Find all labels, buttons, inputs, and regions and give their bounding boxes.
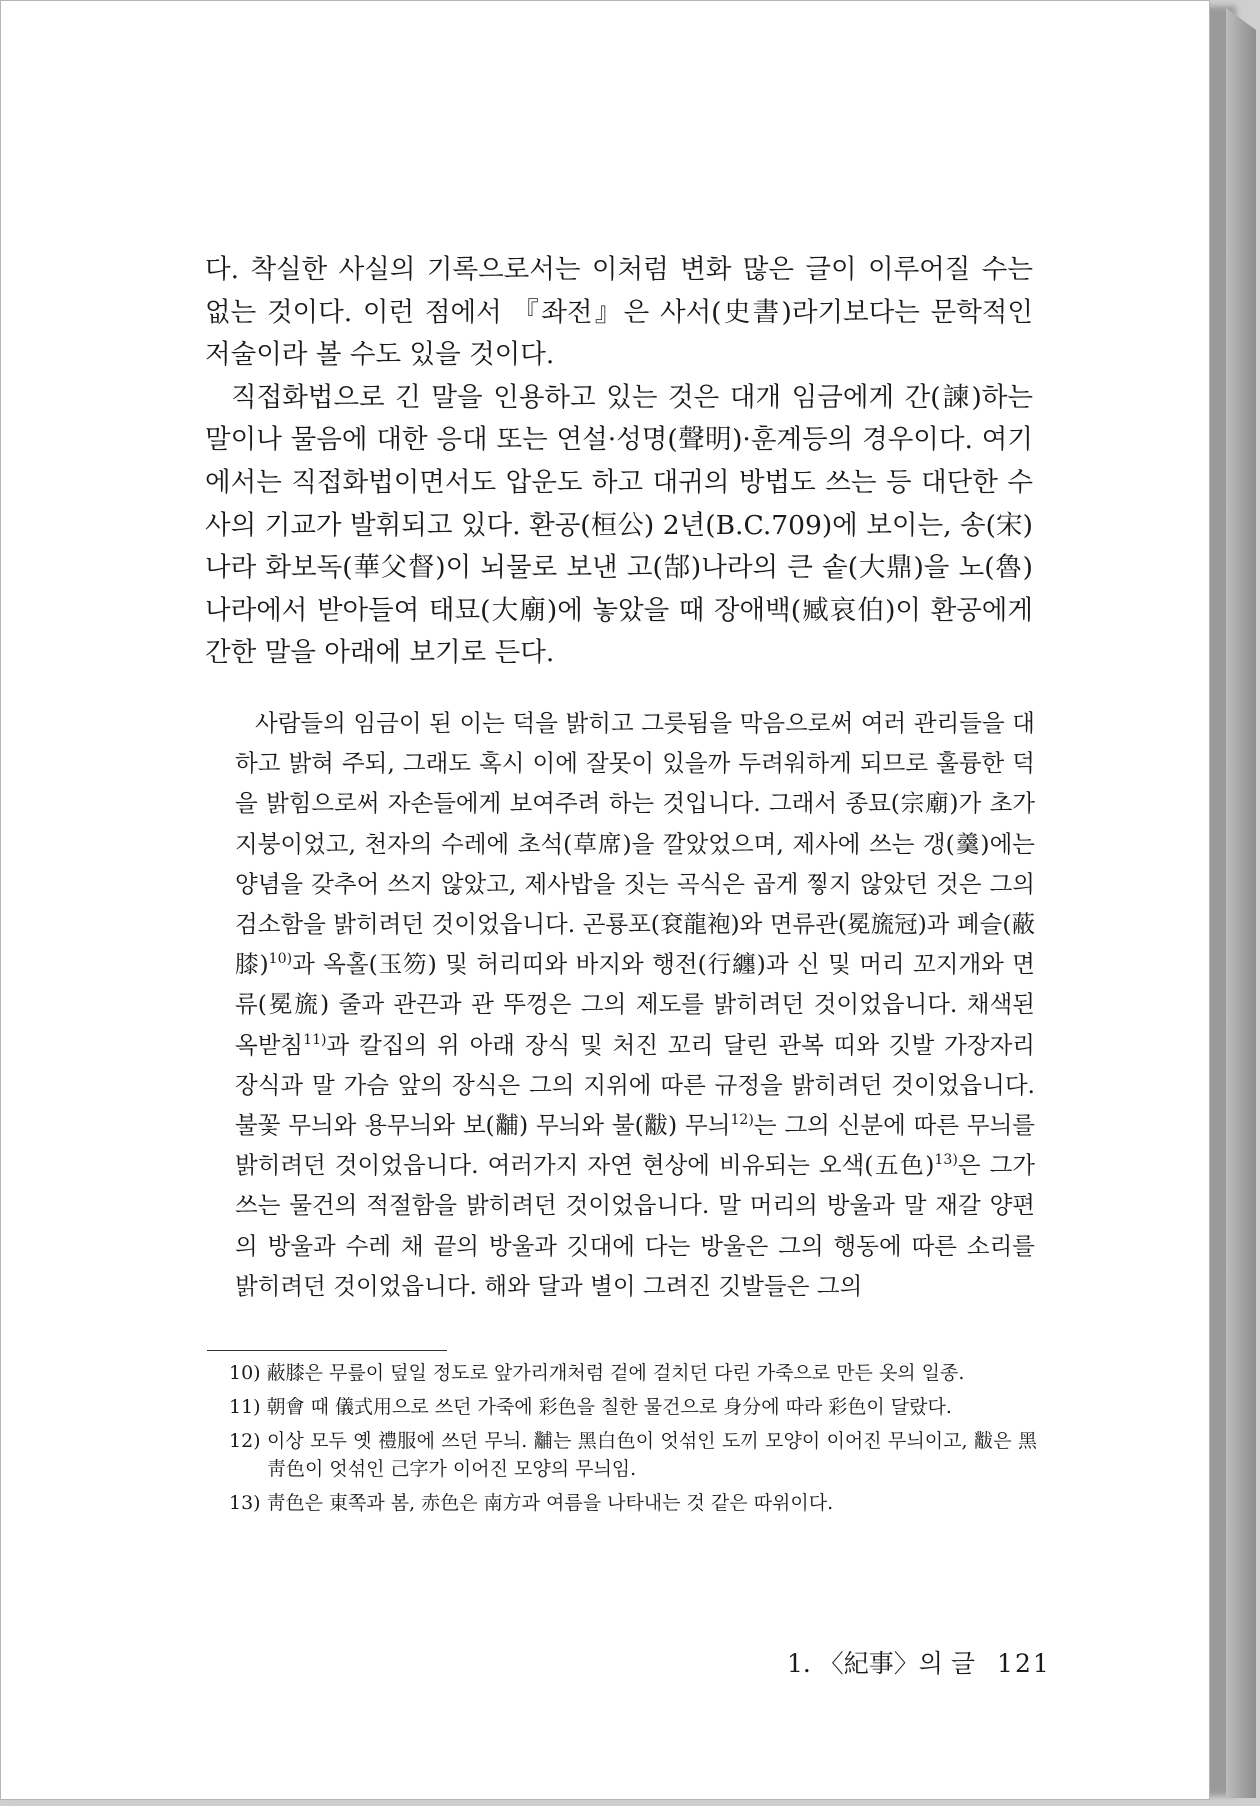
quote-text: 는 그의 신분에 따른 무늬를 밝히려던 것이었읍니다. 여러가지 자연 현상에 비유되는 오색(五色) — [235, 1111, 1035, 1180]
page-edge — [1226, 8, 1256, 1798]
footnotes — [229, 1359, 1037, 1523]
body-text — [205, 249, 1033, 675]
quote-paragraph — [235, 703, 1035, 1306]
quote-text: 과 옥홀(玉笏) 및 허리띠와 바지와 행전(行纏)과 신 및 머리 꼬지개와 면류(冕旒) 줄과 관끈과 관 뚜껑은 그의 제도를 밝히려던 것이었읍니다. 채색된 옥받침 — [235, 950, 1035, 1059]
footnote-divider — [207, 1350, 447, 1351]
footnote: 11) 朝會 때 儀式用으로 쓰던 가죽에 彩色을 칠한 물건으로 身分에 따라 彩色이 달랐다. — [229, 1396, 952, 1418]
quote-text: 은 그가 쓰는 물건의 적절함을 밝히려던 것이었읍니다. 말 머리의 방울과 말 재갈 양편의 방울과 수레 채 끝의 방울과 깃대에 다는 방울은 그의 행동에 따른 소리를 밝히려던 것이었읍니다. 해와 달과 별이 그려진 깃발들은 그의 — [235, 1151, 1035, 1300]
footnote-ref: 13) — [934, 1152, 958, 1169]
footnote-ref: 10) — [268, 951, 293, 968]
quote-text: 과 칼집의 위 아래 장식 및 처진 꼬리 달린 관복 띠와 깃발 가장자리 장식과 말 가슴 앞의 장식은 그의 지위에 따른 규정을 밝히려던 것이었읍니다. 불꽃 무늬와 용무늬와 보(黼) 무늬와 불(黻) 무늬 — [235, 1030, 1035, 1140]
footnote: 13) 靑色은 東쪽과 봄, 赤色은 南方과 여름을 나타내는 것 같은 따위이다. — [229, 1492, 834, 1514]
footnote-ref: 12) — [730, 1112, 754, 1129]
footnote: 12) 이상 모두 옛 禮服에 쓰던 무늬. 黼는 黑白色이 엇섞인 도끼 모양이 이어진 무늬이고, 黻은 黑靑色이 엇섞인 己字가 이어진 모양의 무늬임. — [229, 1430, 1037, 1480]
paragraph: 다. 착실한 사실의 기록으로서는 이처럼 변화 많은 글이 이루어질 수는 없는 것이다. 이런 점에서 『좌전』은 사서(史書)라기보다는 문학적인 저술이라 볼 수도 있을 것이다. — [205, 254, 1033, 371]
footnote-ref: 11) — [303, 1031, 327, 1048]
section-title: 1. 〈紀事〉의 글 — [787, 1649, 976, 1678]
paragraph: 직접화법으로 긴 말을 인용하고 있는 것은 대개 임금에게 간(諫)하는 말이나 물음에 대한 응대 또는 연설·성명(聲明)·훈계등의 경우이다. 여기에서는 직접화법이면서도 압운도 하고 대귀의 방법도 쓰는 등 대단한 수사의 기교가 발휘되고 있다. 환공(桓公) 2년(B.C.709)에 보이는, 송(宋)나라 화보독(華父督)이 뇌물로 보낸 고(郜)나라의 큰 솥(大鼎)을 노(魯)나라에서 받아들여 태묘(大廟)에 놓았을 때 장애백(臧哀伯)이 환공에게 간한 말을 아래에 보기로 든다. — [205, 381, 1033, 669]
footnote: 10) 蔽膝은 무릎이 덮일 정도로 앞가리개처럼 겉에 걸치던 다린 가죽으로 만든 옷의 일종. — [229, 1362, 965, 1384]
quote-text: 사람들의 임금이 된 이는 덕을 밝히고 그릇됨을 막음으로써 여러 관리들을 대하고 밝혀 주되, 그래도 혹시 이에 잘못이 있을까 두려워하게 되므로 훌륭한 덕을 밝힘으로써 자손들에게 보여주려 하는 것입니다. 그래서 종묘(宗廟)가 초가 지붕이었고, 천자의 수레에 초석(草席)을 깔았었으며, 제사에 쓰는 갱(羹)에는 양념을 갖추어 쓰지 않았고, 제사밥을 짓는 곡식은 곱게 찧지 않았던 것은 그의 검소함을 밝히려던 것이었읍니다. 곤룡포(袞龍袍)와 면류관(冕旒冠)과 폐슬(蔽膝) — [235, 709, 1035, 979]
running-footer — [787, 1649, 1051, 1679]
page-number: 121 — [997, 1649, 1051, 1678]
quoted-passage — [235, 703, 1035, 1306]
